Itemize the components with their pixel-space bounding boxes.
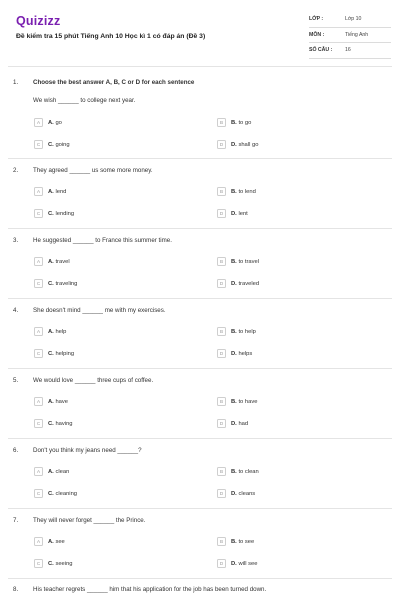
option-d[interactable]	[217, 419, 248, 428]
question-number: 5.	[13, 377, 19, 384]
option-letter: C.	[48, 420, 54, 427]
option-d[interactable]	[217, 279, 259, 288]
question-text: He suggested ______ to France this summer time.	[33, 237, 172, 244]
question-number: 1.	[13, 79, 19, 86]
option-letter: A.	[48, 468, 54, 475]
option-box[interactable]: D	[217, 349, 226, 358]
question-divider	[8, 228, 392, 229]
option-d[interactable]	[217, 559, 257, 568]
option-box[interactable]: D	[217, 140, 226, 149]
question-number: 4.	[13, 307, 19, 314]
option-c[interactable]	[34, 559, 73, 568]
option-text: to lend	[238, 188, 256, 195]
option-text: to clean	[238, 468, 259, 475]
option-b[interactable]	[217, 327, 256, 336]
option-box[interactable]: C	[34, 489, 43, 498]
option-text: seeing	[55, 560, 73, 567]
meta-key: LỚP :	[309, 16, 324, 23]
question-number: 3.	[13, 237, 19, 244]
option-box[interactable]: A	[34, 257, 43, 266]
option-box[interactable]: A	[34, 327, 43, 336]
option-box[interactable]: D	[217, 489, 226, 498]
option-text: to help	[238, 328, 256, 335]
question-text: His teacher regrets ______ him that his application for the job has been turned down.	[33, 586, 267, 593]
option-letter: A.	[48, 188, 54, 195]
option-a[interactable]	[34, 118, 62, 127]
option-b[interactable]	[217, 187, 256, 196]
option-b[interactable]	[217, 467, 259, 476]
option-c[interactable]	[34, 489, 77, 498]
option-c[interactable]	[34, 419, 73, 428]
option-d[interactable]	[217, 209, 248, 218]
option-box[interactable]: B	[217, 187, 226, 196]
option-box[interactable]: B	[217, 467, 226, 476]
option-a[interactable]	[34, 327, 66, 336]
meta-row-class	[309, 12, 391, 28]
option-text: will see	[238, 560, 258, 567]
meta-key: MÔN :	[309, 31, 325, 38]
option-a[interactable]	[34, 537, 65, 546]
option-c[interactable]	[34, 279, 77, 288]
option-text: go	[55, 119, 62, 126]
question-number: 2.	[13, 167, 19, 174]
option-c[interactable]	[34, 209, 74, 218]
question-text: They will never forget ______ the Prince.	[33, 517, 146, 524]
question-divider	[8, 578, 392, 579]
worksheet-header	[0, 0, 400, 62]
option-box[interactable]: B	[217, 257, 226, 266]
option-text: to travel	[238, 258, 260, 265]
worksheet-meta	[309, 12, 391, 59]
meta-key: SỐ CÂU :	[309, 47, 333, 54]
option-letter: A.	[48, 258, 54, 265]
option-text: traveled	[238, 280, 260, 287]
option-letter: B.	[231, 119, 237, 126]
option-text: helping	[55, 350, 75, 357]
option-box[interactable]: D	[217, 279, 226, 288]
question-text: We would love ______ three cups of coffee.	[33, 377, 154, 384]
option-letter: A.	[48, 119, 54, 126]
option-letter: B.	[231, 468, 237, 475]
question-number: 7.	[13, 517, 19, 524]
option-box[interactable]: C	[34, 279, 43, 288]
option-box[interactable]: C	[34, 559, 43, 568]
option-box[interactable]: B	[217, 327, 226, 336]
option-box[interactable]: C	[34, 140, 43, 149]
option-text: cleaning	[55, 490, 78, 497]
question-divider	[8, 368, 392, 369]
option-box[interactable]: A	[34, 537, 43, 546]
option-c[interactable]	[34, 349, 74, 358]
option-a[interactable]	[34, 187, 66, 196]
header-divider	[8, 66, 392, 67]
question-divider	[8, 298, 392, 299]
option-letter: D.	[231, 210, 237, 217]
question-text: They agreed ______ us some more money.	[33, 167, 153, 174]
option-letter: C.	[48, 141, 54, 148]
option-text: having	[55, 420, 73, 427]
option-box[interactable]: A	[34, 467, 43, 476]
option-box[interactable]: B	[217, 537, 226, 546]
option-letter: A.	[48, 328, 54, 335]
option-d[interactable]	[217, 140, 258, 149]
meta-value: 16	[345, 47, 351, 54]
option-letter: D.	[231, 560, 237, 567]
option-box[interactable]: C	[34, 419, 43, 428]
option-letter: D.	[231, 490, 237, 497]
option-c[interactable]	[34, 140, 70, 149]
meta-row-subject	[309, 28, 391, 44]
option-text: help	[55, 328, 67, 335]
meta-row-count	[309, 43, 391, 59]
option-text: lend	[55, 188, 67, 195]
worksheet-title: Đề kiểm tra 15 phút Tiếng Anh 10 Học kì 1 có đáp án (Đề 3)	[16, 33, 206, 40]
option-box[interactable]: A	[34, 118, 43, 127]
question-instruction: Choose the best answer A, B, C or D for each sentence	[33, 79, 195, 86]
question-divider	[8, 158, 392, 159]
option-text: lending	[55, 210, 75, 217]
question-number: 8.	[13, 586, 19, 593]
question-text: She doesn't mind ______ me with my exercises.	[33, 307, 166, 314]
option-b[interactable]	[217, 397, 257, 406]
option-letter: B.	[231, 328, 237, 335]
option-letter: B.	[231, 188, 237, 195]
option-letter: B.	[231, 398, 237, 405]
option-d[interactable]	[217, 349, 252, 358]
option-letter: C.	[48, 350, 54, 357]
option-b[interactable]	[217, 537, 254, 546]
option-text: helps	[238, 350, 253, 357]
option-letter: D.	[231, 420, 237, 427]
option-letter: C.	[48, 560, 54, 567]
option-text: cleans	[238, 490, 256, 497]
option-text: going	[55, 141, 70, 148]
question-number: 6.	[13, 447, 19, 454]
option-letter: B.	[231, 258, 237, 265]
option-text: to see	[238, 538, 255, 545]
option-text: lent	[238, 210, 248, 217]
option-text: had	[238, 420, 249, 427]
option-letter: D.	[231, 141, 237, 148]
option-text: clean	[55, 468, 70, 475]
option-box[interactable]: D	[217, 559, 226, 568]
option-box[interactable]: A	[34, 187, 43, 196]
option-a[interactable]	[34, 467, 69, 476]
option-box[interactable]: A	[34, 397, 43, 406]
question-divider	[8, 438, 392, 439]
option-box[interactable]: D	[217, 419, 226, 428]
option-text: shall go	[238, 141, 259, 148]
option-text: have	[55, 398, 69, 405]
option-box[interactable]: C	[34, 349, 43, 358]
option-b[interactable]	[217, 257, 259, 266]
option-box[interactable]: D	[217, 209, 226, 218]
option-box[interactable]: B	[217, 397, 226, 406]
option-letter: A.	[48, 398, 54, 405]
option-letter: B.	[231, 538, 237, 545]
option-a[interactable]	[34, 397, 68, 406]
question-text: We wish ______ to college next year.	[33, 97, 136, 104]
option-a[interactable]	[34, 257, 70, 266]
option-letter: C.	[48, 490, 54, 497]
option-letter: C.	[48, 210, 54, 217]
question-divider	[8, 508, 392, 509]
option-box[interactable]: B	[217, 118, 226, 127]
option-text: travel	[55, 258, 70, 265]
question-text: Don't you think my jeans need ______?	[33, 447, 142, 454]
option-text: to go	[238, 119, 252, 126]
option-letter: D.	[231, 280, 237, 287]
option-letter: A.	[48, 538, 54, 545]
option-letter: C.	[48, 280, 54, 287]
option-text: traveling	[55, 280, 78, 287]
option-d[interactable]	[217, 489, 255, 498]
meta-value: Lớp 10	[345, 16, 362, 23]
quizizz-logo: Quizizz	[16, 14, 61, 28]
option-box[interactable]: C	[34, 209, 43, 218]
meta-value: Tiếng Anh	[345, 31, 369, 38]
option-letter: D.	[231, 350, 237, 357]
option-text: see	[55, 538, 65, 545]
option-b[interactable]	[217, 118, 251, 127]
option-text: to have	[238, 398, 258, 405]
